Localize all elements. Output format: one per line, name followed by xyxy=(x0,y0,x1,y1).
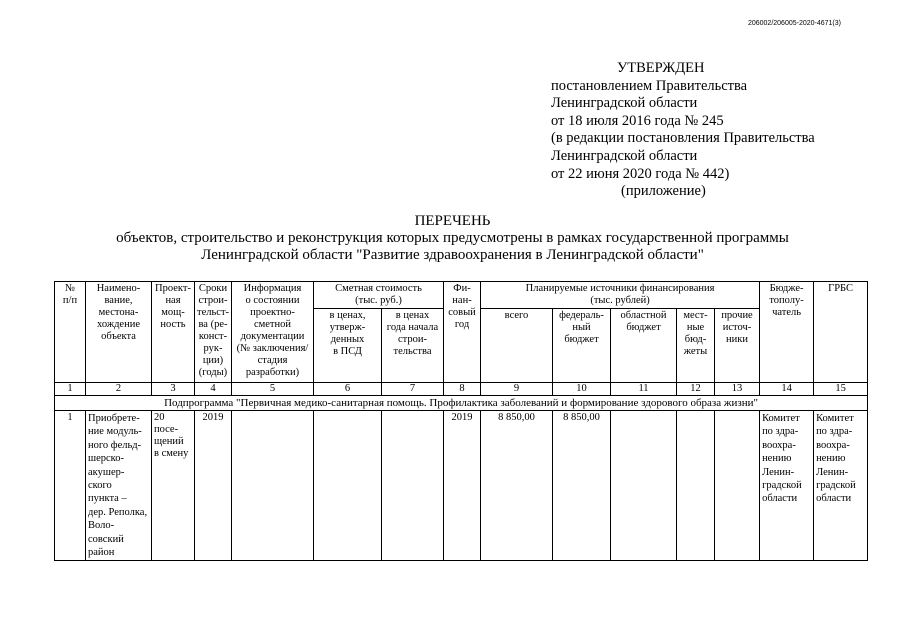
header-terms: Сроки строи- тельст- ва (ре- конст- рук- ции) (годы) xyxy=(195,282,232,383)
cell-regional xyxy=(611,411,677,561)
approval-title: УТВЕРЖДЕН xyxy=(617,60,705,76)
column-number: 2 xyxy=(86,383,152,396)
column-number: 5 xyxy=(232,383,314,396)
approval-line: Ленинградской области xyxy=(551,95,698,112)
column-number-row xyxy=(55,383,868,396)
column-number: 6 xyxy=(314,383,382,396)
approval-line: от 18 июля 2016 года № 245 xyxy=(551,112,724,129)
heading-line-2: Ленинградской области "Развитие здравоохранения в Ленинградской области" xyxy=(201,247,704,263)
column-number: 7 xyxy=(382,383,444,396)
cell-capacity: 20 посе- щений в смену xyxy=(152,411,195,561)
column-number: 12 xyxy=(677,383,715,396)
header-local: мест- ные бюд- жеты xyxy=(677,309,715,383)
column-number: 14 xyxy=(760,383,814,396)
approval-line: (в редакции постановления Правительства xyxy=(551,130,815,147)
column-number: 11 xyxy=(611,383,677,396)
header-other: прочие источ- ники xyxy=(715,309,760,383)
header-sources: Планируемые источники финансирования (тыс. рублей) xyxy=(481,282,760,309)
cell-federal: 8 850,00 xyxy=(553,411,611,561)
cell-num: 1 xyxy=(55,411,86,561)
header-cost: Сметная стоимость (тыс. руб.) xyxy=(314,282,444,309)
header-info: Информация о состоянии проектно- сметной документации (№ заключения/ стадия разработки) xyxy=(232,282,314,383)
cell-name: Приобрете- ние модуль- ного фельд- шерско- акушер- ского пункта – дер. Реполка, Воло- совский район xyxy=(86,411,152,561)
cell-holder: Комитет по здра- воохра- нению Ленин- градской области xyxy=(760,411,814,561)
subprogram-row xyxy=(55,396,868,411)
document-heading xyxy=(0,213,905,264)
heading-title: ПЕРЕЧЕНЬ xyxy=(414,213,491,229)
cell-cost-psd xyxy=(314,411,382,561)
column-number: 3 xyxy=(152,383,195,396)
document-code: 206002/206005-2020-4671(3) xyxy=(747,20,841,27)
column-number: 1 xyxy=(55,383,86,396)
header-grbs: ГРБС xyxy=(814,282,868,383)
approval-appendix: (приложение) xyxy=(621,183,706,200)
table-header-row xyxy=(55,282,868,309)
cell-terms: 2019 xyxy=(195,411,232,561)
approval-block xyxy=(551,60,815,201)
cell-fin-year: 2019 xyxy=(444,411,481,561)
header-total: всего xyxy=(481,309,553,383)
header-federal: федераль- ный бюджет xyxy=(553,309,611,383)
approval-line: от 22 июня 2020 года № 442) xyxy=(551,165,730,182)
column-number: 9 xyxy=(481,383,553,396)
cell-local xyxy=(677,411,715,561)
heading-line-1: объектов, строительство и реконструкция которых предусмотрены в рамках государственной программы xyxy=(116,230,789,246)
approval-line: постановлением Правительства xyxy=(551,77,748,94)
header-name: Наимено- вание, местона- хождение объекта xyxy=(86,282,152,383)
cell-total: 8 850,00 xyxy=(481,411,553,561)
header-holder: Бюдже- тополу- чатель xyxy=(760,282,814,383)
header-num: № п/п xyxy=(55,282,86,383)
header-cost-start: в ценах года начала строи- тельства xyxy=(382,309,444,383)
column-number: 13 xyxy=(715,383,760,396)
subprogram-title: Подпрограмма "Первичная медико-санитарная помощь. Профилактика заболеваний и формирование здорового образа жизни" xyxy=(55,396,868,411)
objects-table xyxy=(54,281,868,561)
cell-other xyxy=(715,411,760,561)
column-number: 10 xyxy=(553,383,611,396)
header-regional: областной бюджет xyxy=(611,309,677,383)
cell-cost-start xyxy=(382,411,444,561)
header-fin-year: Фи- нан- совый год xyxy=(444,282,481,383)
column-number: 15 xyxy=(814,383,868,396)
cell-info xyxy=(232,411,314,561)
header-cost-psd: в ценах, утверж- денных в ПСД xyxy=(314,309,382,383)
cell-grbs: Комитет по здра- воохра- нению Ленин- градской области xyxy=(814,411,868,561)
column-number: 4 xyxy=(195,383,232,396)
column-number: 8 xyxy=(444,383,481,396)
header-capacity: Проект- ная мощ- ность xyxy=(152,282,195,383)
approval-line: Ленинградской области xyxy=(551,147,698,164)
table-row xyxy=(55,411,868,561)
